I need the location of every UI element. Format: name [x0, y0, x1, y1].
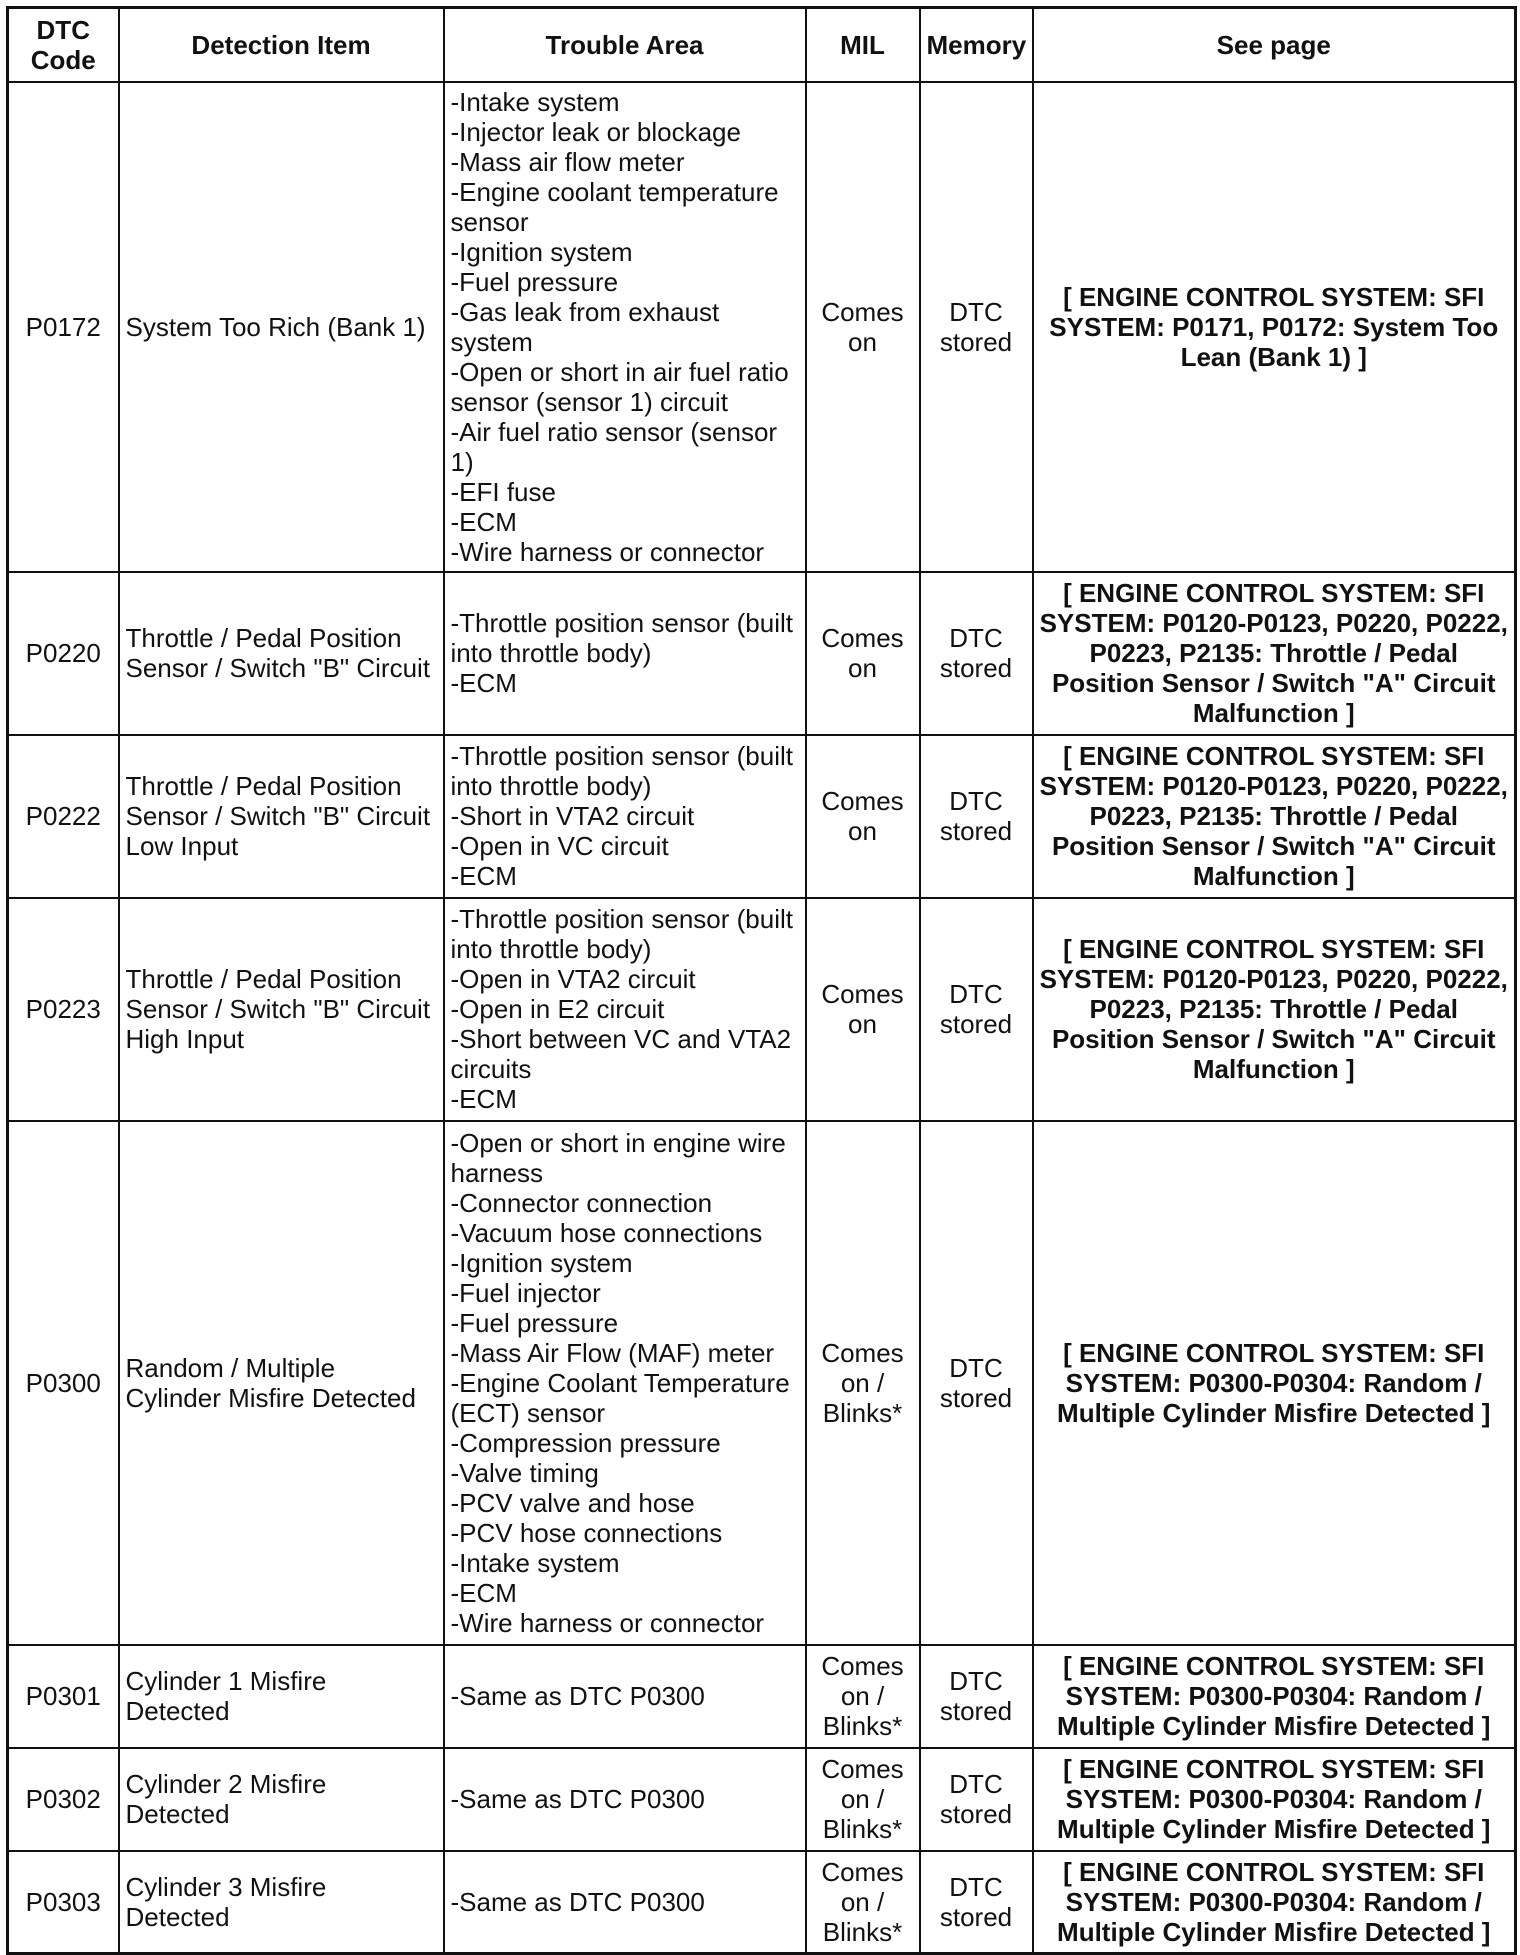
detection-item-cell: Cylinder 2 Misfire Detected	[119, 1748, 444, 1851]
trouble-area-item: -Short between VC and VTA2 circuits	[450, 1024, 792, 1084]
trouble-area-item: -EFI fuse	[450, 476, 556, 507]
trouble-area-cell	[444, 735, 806, 898]
trouble-area-cell	[444, 1121, 806, 1645]
detection-item-cell: Throttle / Pedal Position Sensor / Switch "B" Circuit Low Input	[119, 735, 444, 898]
trouble-area-item: -PCV valve and hose	[450, 1487, 695, 1518]
trouble-area-cell	[444, 1748, 806, 1851]
trouble-area-item: -Wire harness or connector	[450, 1607, 765, 1638]
trouble-area-item: -Ignition system	[450, 236, 633, 267]
header-memory: Memory	[920, 8, 1033, 82]
memory-cell: DTC stored	[920, 1851, 1033, 1954]
trouble-area-cell	[444, 1645, 806, 1748]
trouble-area-item: -Mass Air Flow (MAF) meter	[450, 1337, 775, 1368]
dtc-code-cell: P0223	[8, 898, 119, 1121]
memory-cell: DTC stored	[920, 1121, 1033, 1645]
trouble-area-item: -ECM	[450, 1084, 517, 1114]
trouble-area-item: -Fuel pressure	[450, 266, 619, 297]
mil-cell: Comes on	[806, 572, 920, 735]
see-page-reference: [ ENGINE CONTROL SYSTEM: SFI SYSTEM: P0120-P0123, P0220, P0222, P0223, P2135: Throttle / Pedal Position Sensor / Switch "A" Circuit Malfunction ]	[1033, 735, 1516, 898]
trouble-area-item: -Same as DTC P0300	[450, 1784, 705, 1814]
dtc-code-cell: P0220	[8, 572, 119, 735]
trouble-area-item: -Fuel injector	[450, 1277, 601, 1308]
header-see-page: See page	[1033, 8, 1516, 82]
trouble-area-item: -Wire harness or connector	[450, 536, 765, 567]
trouble-area-item: -Open or short in air fuel ratio sensor (sensor 1) circuit	[450, 356, 789, 417]
dtc-code-cell: P0302	[8, 1748, 119, 1851]
mil-cell: Comes on	[806, 82, 920, 572]
mil-cell: Comes on	[806, 735, 920, 898]
header-dtc-code: DTC Code	[8, 8, 119, 82]
dtc-code-cell: P0172	[8, 82, 119, 572]
trouble-area-item: -Vacuum hose connections	[450, 1217, 763, 1248]
trouble-area-item: -Throttle position sensor (built into throttle body)	[450, 904, 793, 964]
trouble-area-item: -Engine Coolant Temperature (ECT) sensor	[450, 1367, 790, 1428]
trouble-area-item: -Engine coolant temperature sensor	[450, 176, 779, 237]
detection-item-cell: Random / Multiple Cylinder Misfire Detected	[119, 1121, 444, 1645]
detection-item-cell: Cylinder 3 Misfire Detected	[119, 1851, 444, 1954]
dtc-table	[6, 6, 1517, 1955]
trouble-area-item: -Throttle position sensor (built into throttle body)	[450, 608, 793, 668]
trouble-area-cell	[444, 1851, 806, 1954]
trouble-area-item: -Throttle position sensor (built into throttle body)	[450, 741, 793, 801]
trouble-area-item: -Ignition system	[450, 1247, 633, 1278]
trouble-area-item: -Short in VTA2 circuit	[450, 801, 695, 831]
detection-item-cell: Throttle / Pedal Position Sensor / Switch "B" Circuit High Input	[119, 898, 444, 1121]
mil-cell: Comes on / Blinks*	[806, 1748, 920, 1851]
trouble-area-item: -ECM	[450, 668, 517, 698]
see-page-reference: [ ENGINE CONTROL SYSTEM: SFI SYSTEM: P0300-P0304: Random / Multiple Cylinder Misfire Detected ]	[1033, 1121, 1516, 1645]
trouble-area-item: -ECM	[450, 1577, 517, 1608]
dtc-code-cell: P0301	[8, 1645, 119, 1748]
trouble-area-item: -Air fuel ratio sensor (sensor 1)	[450, 416, 778, 477]
table-row	[8, 898, 1516, 1121]
trouble-area-cell	[444, 82, 806, 572]
trouble-area-item: -Connector connection	[450, 1187, 713, 1218]
table-row	[8, 1748, 1516, 1851]
memory-cell: DTC stored	[920, 1645, 1033, 1748]
dtc-code-cell: P0303	[8, 1851, 119, 1954]
trouble-area-item: -ECM	[450, 506, 517, 537]
trouble-area-item: -Injector leak or blockage	[450, 116, 741, 147]
trouble-area-item: -Open in VTA2 circuit	[450, 964, 696, 994]
trouble-area-item: -Valve timing	[450, 1457, 599, 1488]
table-body	[8, 82, 1516, 1954]
table-row	[8, 572, 1516, 735]
memory-cell: DTC stored	[920, 898, 1033, 1121]
see-page-reference: [ ENGINE CONTROL SYSTEM: SFI SYSTEM: P0300-P0304: Random / Multiple Cylinder Misfire Detected ]	[1033, 1748, 1516, 1851]
trouble-area-item: -Same as DTC P0300	[450, 1681, 705, 1711]
trouble-area-cell	[444, 898, 806, 1121]
trouble-area-item: -Mass air flow meter	[450, 146, 685, 177]
trouble-area-item: -ECM	[450, 861, 517, 891]
dtc-code-cell: P0300	[8, 1121, 119, 1645]
table-row	[8, 1121, 1516, 1645]
trouble-area-item: -Compression pressure	[450, 1427, 721, 1458]
table-row	[8, 1851, 1516, 1954]
mil-cell: Comes on / Blinks*	[806, 1851, 920, 1954]
see-page-reference: [ ENGINE CONTROL SYSTEM: SFI SYSTEM: P0171, P0172: System Too Lean (Bank 1) ]	[1033, 82, 1516, 572]
trouble-area-item: -PCV hose connections	[450, 1517, 723, 1548]
mil-cell: Comes on / Blinks*	[806, 1645, 920, 1748]
memory-cell: DTC stored	[920, 1748, 1033, 1851]
see-page-reference: [ ENGINE CONTROL SYSTEM: SFI SYSTEM: P0300-P0304: Random / Multiple Cylinder Misfire Detected ]	[1033, 1645, 1516, 1748]
detection-item-cell: Throttle / Pedal Position Sensor / Switch "B" Circuit	[119, 572, 444, 735]
trouble-area-item: -Open in VC circuit	[450, 831, 669, 861]
trouble-area-item: -Gas leak from exhaust system	[450, 296, 720, 357]
trouble-area-item: -Intake system	[450, 86, 620, 117]
header-detection-item: Detection Item	[119, 8, 444, 82]
memory-cell: DTC stored	[920, 735, 1033, 898]
table-row	[8, 735, 1516, 898]
trouble-area-item: -Same as DTC P0300	[450, 1886, 705, 1917]
mil-cell: Comes on	[806, 898, 920, 1121]
trouble-area-item: -Open or short in engine wire harness	[450, 1127, 786, 1188]
header-row	[8, 8, 1516, 82]
memory-cell: DTC stored	[920, 82, 1033, 572]
dtc-code-cell: P0222	[8, 735, 119, 898]
see-page-reference: [ ENGINE CONTROL SYSTEM: SFI SYSTEM: P0120-P0123, P0220, P0222, P0223, P2135: Throttle / Pedal Position Sensor / Switch "A" Circuit Malfunction ]	[1033, 898, 1516, 1121]
mil-cell: Comes on / Blinks*	[806, 1121, 920, 1645]
see-page-reference: [ ENGINE CONTROL SYSTEM: SFI SYSTEM: P0120-P0123, P0220, P0222, P0223, P2135: Throttle / Pedal Position Sensor / Switch "A" Circuit Malfunction ]	[1033, 572, 1516, 735]
detection-item-cell: Cylinder 1 Misfire Detected	[119, 1645, 444, 1748]
header-trouble-area: Trouble Area	[444, 8, 806, 82]
table-row	[8, 82, 1516, 572]
trouble-area-item: -Open in E2 circuit	[450, 994, 665, 1024]
header-mil: MIL	[806, 8, 920, 82]
detection-item-cell: System Too Rich (Bank 1)	[119, 82, 444, 572]
table-row	[8, 1645, 1516, 1748]
trouble-area-cell	[444, 572, 806, 735]
trouble-area-item: -Fuel pressure	[450, 1307, 619, 1338]
memory-cell: DTC stored	[920, 572, 1033, 735]
see-page-reference: [ ENGINE CONTROL SYSTEM: SFI SYSTEM: P0300-P0304: Random / Multiple Cylinder Misfire Detected ]	[1033, 1851, 1516, 1954]
trouble-area-item: -Intake system	[450, 1547, 620, 1578]
